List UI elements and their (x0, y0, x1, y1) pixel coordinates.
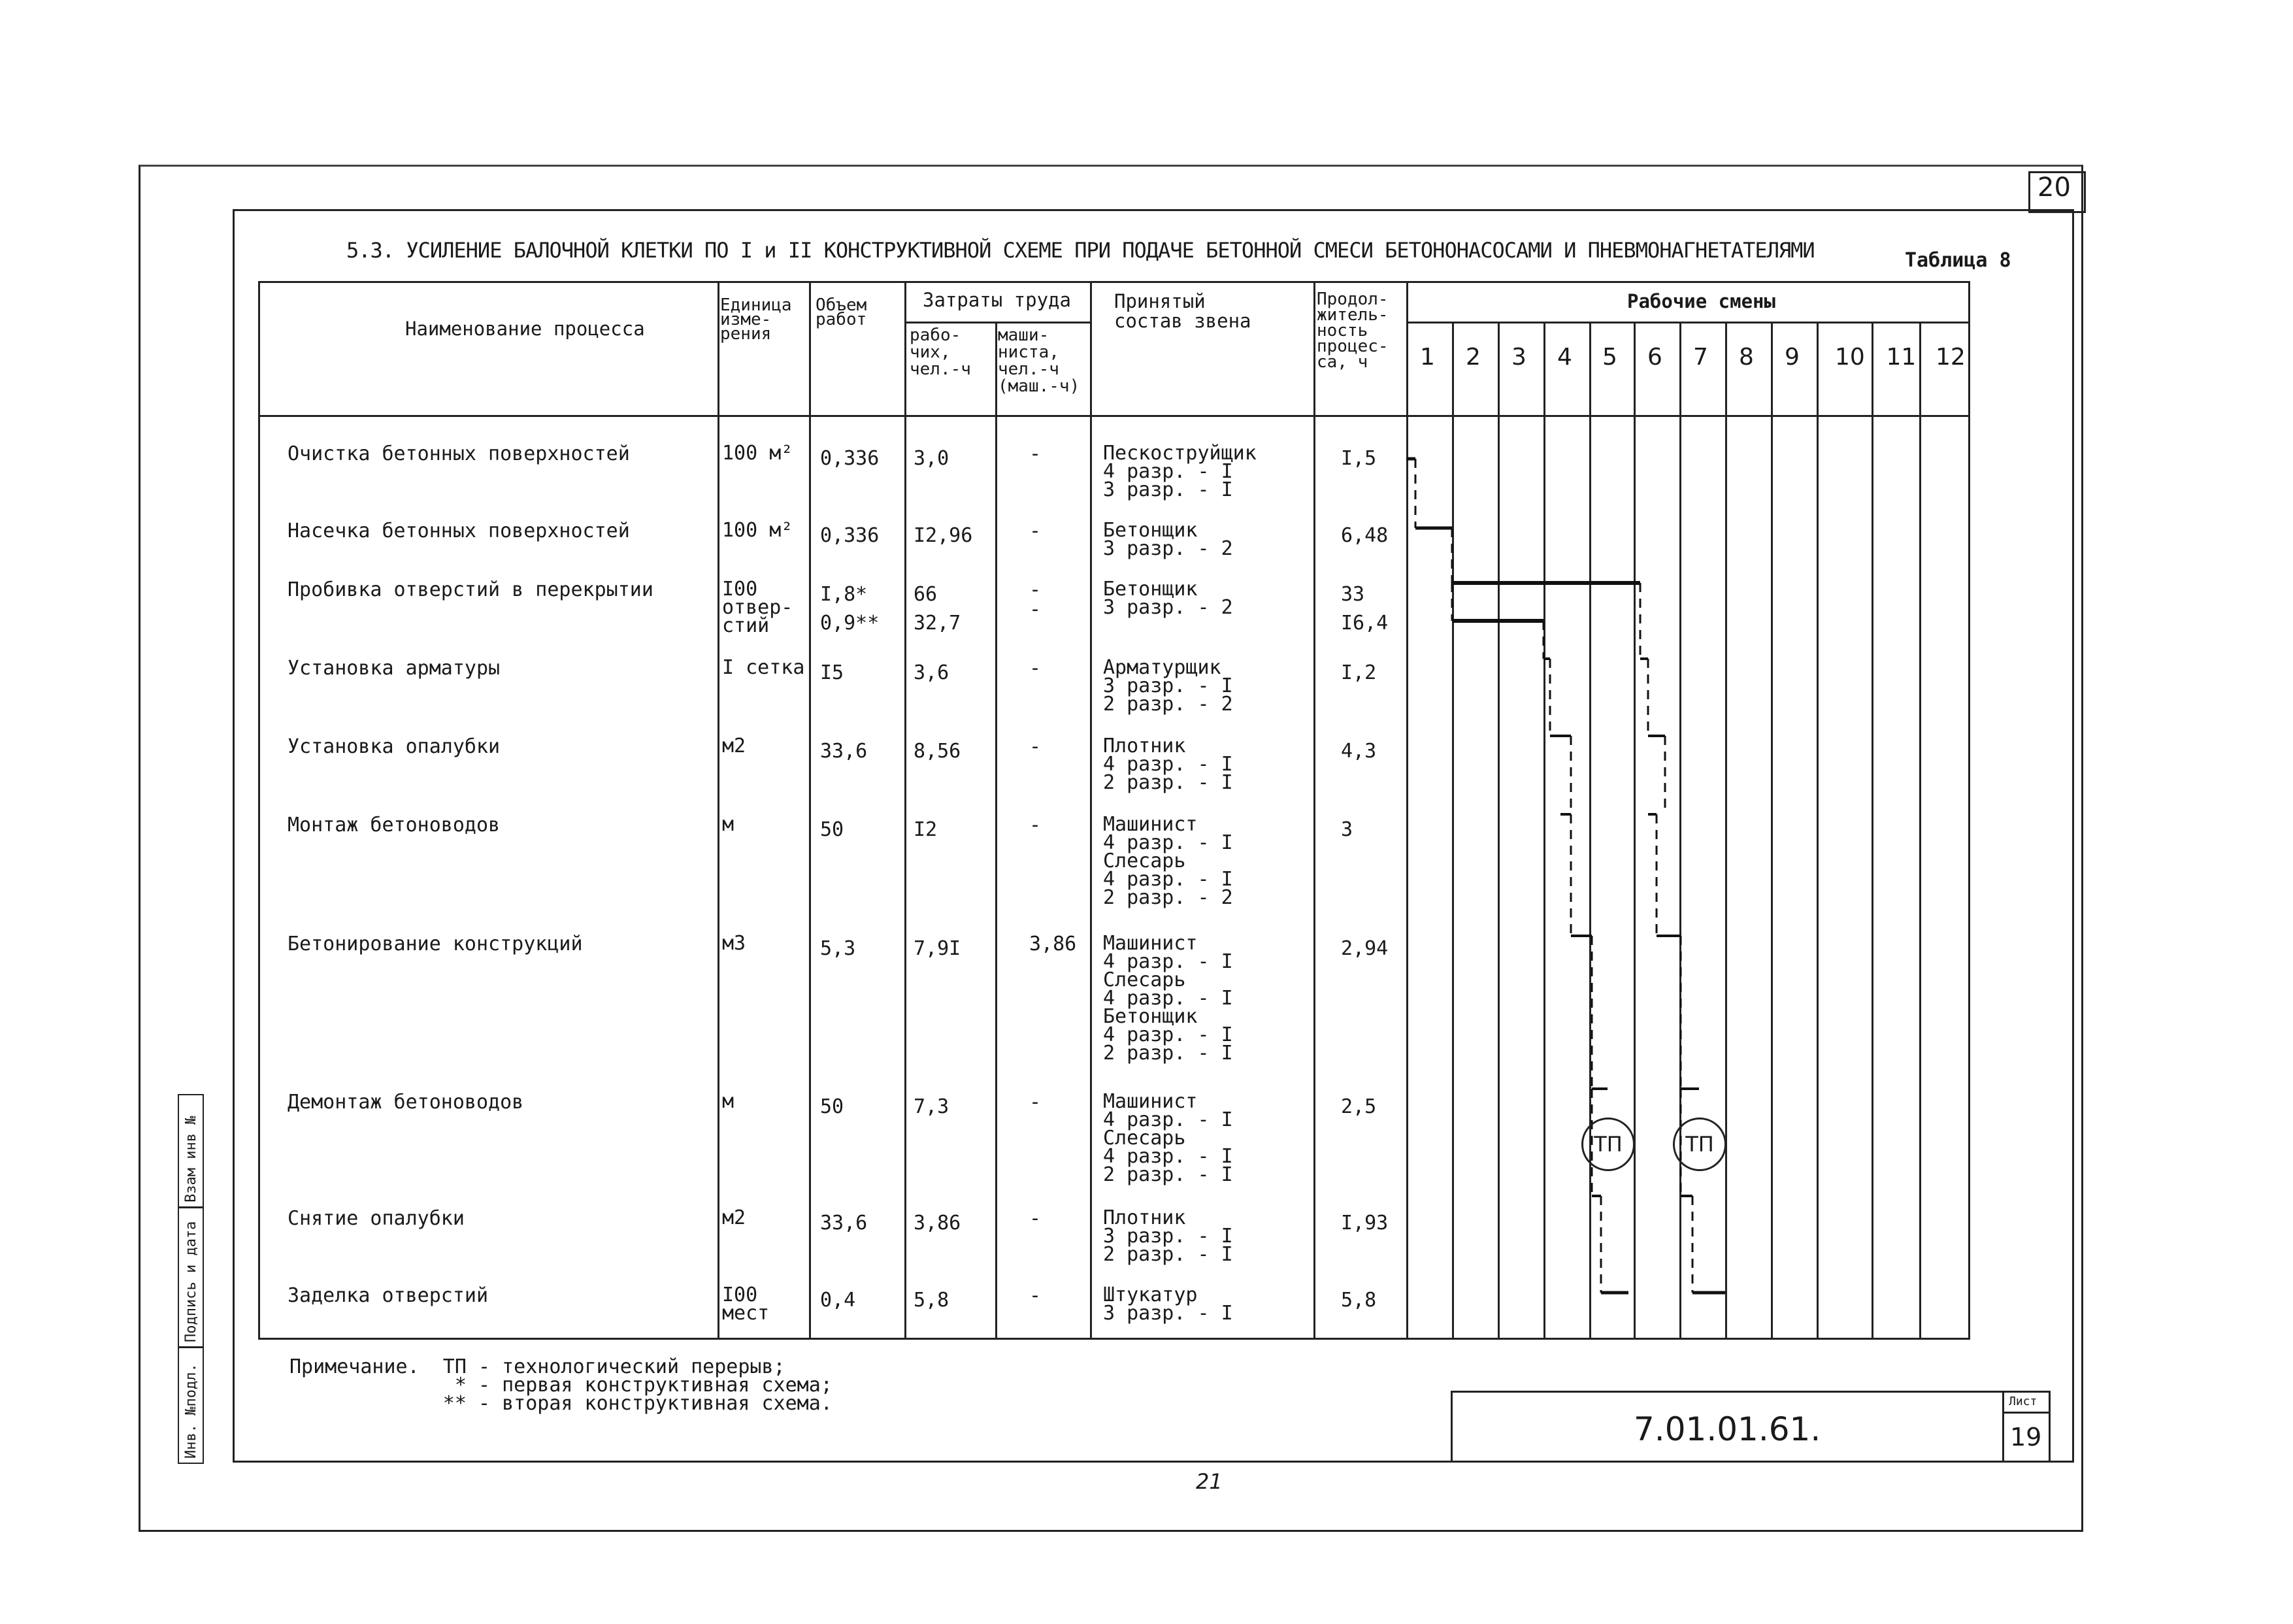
cell-unit: м (722, 1090, 734, 1113)
sheet-number: 19 (2010, 1423, 2042, 1451)
tp-circle-1 (1581, 1118, 1635, 1171)
side-stamp-line (178, 1346, 204, 1348)
cell-machinist: - - (1029, 578, 1042, 621)
cell-volume: 50 (820, 1095, 844, 1118)
cell-volume: 0,336 (820, 447, 880, 470)
cell-volume: 33,6 (820, 1212, 868, 1235)
cell-duration: 33 I6,4 (1341, 583, 1389, 635)
shift-number: 6 (1647, 344, 1662, 371)
cell-machinist: - (1029, 1091, 1042, 1114)
cell-crew: Машинист 4 разр. - I Слесарь 4 разр. - I Бетонщик 4 разр. - I 2 разр. - I (1103, 932, 1233, 1065)
shift-number: 12 (1936, 344, 1966, 371)
cell-workers: 3,0 (914, 447, 949, 470)
cell-machinist: - (1029, 657, 1042, 680)
cell-process: Демонтаж бетоноводов (288, 1091, 524, 1114)
cell-workers: 3,86 (914, 1212, 961, 1235)
cell-machinist: - (1029, 442, 1042, 465)
cell-process: Бетонирование конструкций (288, 933, 583, 955)
cell-workers: 66 32,7 (914, 583, 961, 635)
cell-crew: Плотник 4 разр. - I 2 разр. - I (1103, 735, 1233, 794)
cell-crew: Пескоструйщик 4 разр. - I 3 разр. - I (1103, 442, 1257, 501)
cell-machinist: 3,86 (1029, 933, 1077, 955)
side-stamp-line (178, 1206, 204, 1208)
cell-crew: Плотник 3 разр. - I 2 разр. - I (1103, 1206, 1233, 1266)
cell-unit: I00 отвер- стий (722, 578, 793, 637)
cell-crew: Машинист 4 разр. - I Слесарь 4 разр. - I 2 разр. - 2 (1103, 813, 1233, 909)
cell-workers: 3,6 (914, 661, 949, 684)
cell-duration: I,93 (1341, 1212, 1389, 1235)
cell-machinist: - (1029, 520, 1042, 542)
shift-number: 9 (1785, 344, 1800, 371)
cell-volume: I5 (820, 661, 844, 684)
cell-unit: м2 (722, 735, 746, 757)
cell-process: Насечка бетонных поверхностей (288, 520, 630, 542)
cell-workers: I2 (914, 818, 938, 841)
tp-circle-2 (1673, 1118, 1726, 1171)
header-shifts: Рабочие смены (1627, 290, 1775, 312)
shift-number: 8 (1739, 344, 1754, 371)
header-labor: Затраты труда (923, 289, 1071, 311)
cell-unit: м2 (722, 1206, 746, 1229)
cell-volume: 33,6 (820, 740, 868, 763)
cell-process: Снятие опалубки (288, 1207, 465, 1230)
cell-unit: I00 мест (722, 1284, 770, 1325)
side-stamp-sign: Подпись и дата (183, 1221, 199, 1342)
cell-crew: Машинист 4 разр. - I Слесарь 4 разр. - I 2 разр. - I (1103, 1090, 1233, 1186)
cell-crew: Бетонщик 3 разр. - 2 (1103, 519, 1233, 560)
shift-number: 4 (1557, 344, 1572, 371)
cell-unit: I сетка (722, 656, 805, 679)
document-title: 5.3. УСИЛЕНИЕ БАЛОЧНОЙ КЛЕТКИ ПО I и II КОНСТРУКТИВНОЙ СХЕМЕ ПРИ ПОДАЧЕ БЕТОННОЙ СМЕСИ БЕТОНОНАСОСАМИ И ПНЕВМОНАГНЕТАТЕЛЯМИ (346, 238, 1815, 263)
cell-workers: 8,56 (914, 740, 961, 763)
header-machinist: маши- ниста, чел.-ч (маш.-ч) (998, 325, 1080, 396)
tp-label: ТП (1594, 1132, 1623, 1157)
cell-process: Установка арматуры (288, 657, 501, 680)
cell-crew: Штукатур 3 разр. - I (1103, 1284, 1233, 1325)
cell-process: Очистка бетонных поверхностей (288, 442, 630, 465)
corner-page-number: 20 (2037, 173, 2071, 203)
cell-unit: м (722, 813, 734, 836)
cell-machinist: - (1029, 814, 1042, 837)
shift-number: 5 (1602, 344, 1617, 371)
header-workers: рабо- чих, чел.-ч (910, 325, 971, 379)
header-crew: Принятый состав звена (1114, 290, 1251, 332)
sheet-label: Лист (2009, 1395, 2037, 1408)
header-process: Наименование процесса (405, 318, 645, 340)
cell-duration: 4,3 (1341, 740, 1377, 763)
cell-duration: 2,5 (1341, 1095, 1377, 1118)
cell-workers: 7,9I (914, 937, 961, 960)
cell-crew: Бетонщик 3 разр. - 2 (1103, 578, 1233, 619)
cell-crew: Арматурщик 3 разр. - I 2 разр. - 2 (1103, 656, 1233, 716)
bottom-page-number: 21 (1196, 1469, 1223, 1494)
document-code: 7.01.01.61. (1634, 1410, 1821, 1448)
cell-workers: 7,3 (914, 1095, 949, 1118)
shift-number: 7 (1693, 344, 1708, 371)
cell-volume: 5,3 (820, 937, 856, 960)
sheet-divider (2002, 1412, 2051, 1414)
cell-machinist: - (1029, 735, 1042, 758)
cell-unit: м3 (722, 932, 746, 955)
cell-duration: 6,48 (1341, 524, 1389, 547)
cell-volume: 0,4 (820, 1289, 856, 1312)
cell-volume: 50 (820, 818, 844, 841)
cell-duration: 5,8 (1341, 1289, 1377, 1312)
cell-machinist: - (1029, 1284, 1042, 1307)
cell-workers: 5,8 (914, 1289, 949, 1312)
cell-process: Установка опалубки (288, 735, 501, 758)
cell-duration: I,5 (1341, 447, 1377, 470)
shift-number: 10 (1835, 344, 1865, 371)
tp-label: ТП (1685, 1132, 1714, 1157)
cell-unit: 100 м² (722, 519, 793, 542)
shift-number: 3 (1511, 344, 1526, 371)
cell-duration: 2,94 (1341, 937, 1389, 960)
shift-number: 1 (1420, 344, 1435, 371)
cell-process: Монтаж бетоноводов (288, 814, 501, 837)
cell-volume: 0,336 (820, 524, 880, 547)
header-unit: Единица изме- рения (720, 295, 792, 344)
shift-number: 11 (1886, 344, 1917, 371)
side-stamp-replace: Взам инв № (183, 1116, 199, 1202)
note: Примечание. ТП - технологический перерыв; * - первая конструктивная схема; ** - вторая конструктивная схема. (289, 1355, 833, 1415)
cell-workers: I2,96 (914, 524, 973, 547)
cell-unit: 100 м² (722, 442, 793, 465)
table-label: Таблица 8 (1905, 249, 2011, 272)
cell-duration: 3 (1341, 818, 1353, 841)
side-stamp-inv: Инв. №подл. (183, 1363, 199, 1459)
header-duration: Продол- житель- ность процес- са, ч (1317, 290, 1389, 372)
cell-process: Заделка отверстий (288, 1284, 489, 1307)
header-volume: Объем работ (816, 295, 867, 329)
cell-machinist: - (1029, 1207, 1042, 1230)
cell-duration: I,2 (1341, 661, 1377, 684)
shift-number: 2 (1466, 344, 1481, 371)
cell-process: Пробивка отверстий в перекрытии (288, 578, 653, 601)
cell-volume: I,8* 0,9** (820, 583, 880, 635)
